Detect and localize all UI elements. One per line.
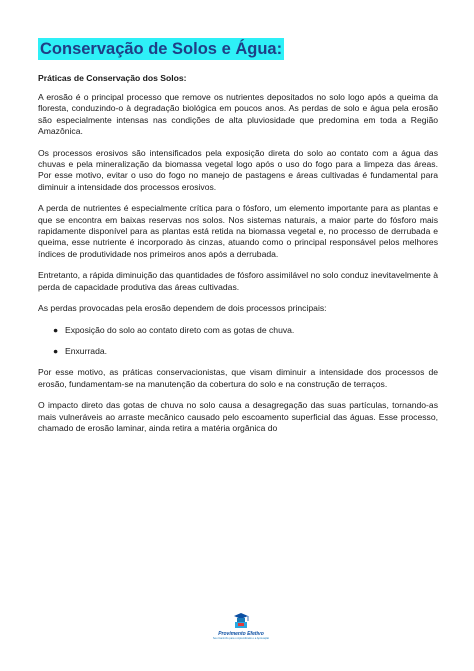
bullet-dot-icon: ● [53, 345, 59, 356]
paragraph: Por esse motivo, as práticas conservacionistas, que visam diminuir a intensidade dos processos de erosão, fundamentam-se na manutenção da cobertura do solo e na construção de terraços. [38, 367, 438, 389]
footer-logo [211, 608, 271, 640]
paragraph: As perdas provocadas pela erosão dependem de dois processos principais: [38, 303, 327, 314]
paragraph: A perda de nutrientes é especialmente crítica para o fósforo, um elemento importante para as plantas e que se encontra em baixas reservas nos solos. Nos sistemas naturais, a maior parte do fósforo mais rapidamente disponível para as plantas está retida na biomassa vegetal e, no processo de derrubada e queima, esse nutriente é incorporado às cinzas, atuando como o principal responsável pelos melhores índices de produtividade nos primeiros anos após a derrubada. [38, 203, 438, 259]
logo-brand-text: Provimento Efetivo [218, 631, 264, 637]
list-item-text: Enxurrada. [65, 345, 108, 356]
document-page [38, 38, 438, 444]
paragraph: O impacto direto das gotas de chuva no solo causa a desagregação das suas partículas, tornando-as mais vulneráveis ao arraste mecânico causado pelo escoamento superficial das águas. Esse processo, chamado de erosão laminar, ainda retira a matéria orgânica do [38, 400, 438, 433]
page-title: Conservação de Solos e Água: [40, 40, 283, 58]
paragraph: Entretanto, a rápida diminuição das quantidades de fósforo assimilável no solo conduz inevitavelmente à perda de capacidade produtiva das áreas cultivadas. [38, 270, 438, 292]
list-item-text: Exposição do solo ao contato direto com as gotas de chuva. [65, 324, 295, 335]
bullet-dot-icon: ● [53, 324, 59, 335]
paragraph: A erosão é o principal processo que remove os nutrientes depositados no solo logo após a queima da floresta, conduzindo-o à degradação biológica em poucos anos. As perdas de solo e água pela erosão são especialmente intensas nas condições de alta pluviosidade que predomina em toda a Região Amazônica. [38, 92, 438, 137]
paragraph: Os processos erosivos são intensificados pela exposição direta do solo ao contato com a água das chuvas e pela mineralização da biomassa vegetal logo após o uso do fogo para a limpeza das áreas. Por esse motivo, evitar o uso do fogo no manejo de pastagens e áreas cultivadas é fundamental para diminuir a intensidade dos processos erosivos. [38, 147, 438, 192]
bullet-list [38, 325, 438, 358]
list-item [53, 345, 438, 357]
provimento-logo-icon [231, 608, 251, 630]
list-item [53, 324, 438, 336]
logo-tagline-text: Seu Caminho para o Aprendizado e a Aprovação [212, 637, 270, 640]
section-heading: Práticas de Conservação dos Solos: [38, 73, 187, 83]
